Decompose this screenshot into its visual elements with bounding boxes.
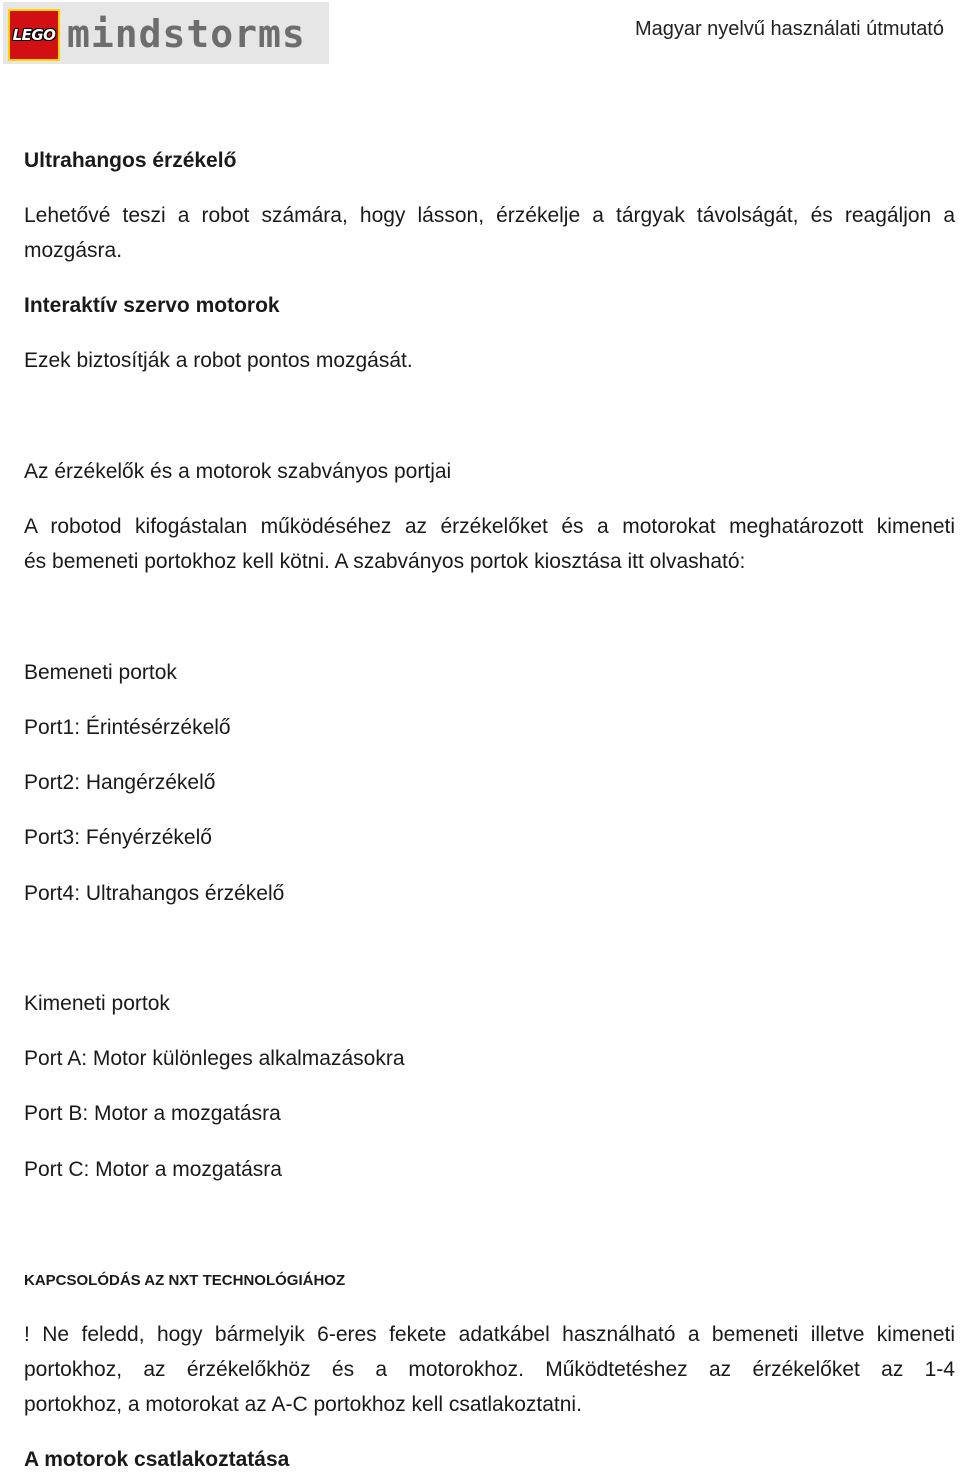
paragraph-line: ! Ne feledd, hogy bármelyik 6-eres fekete adatkábel használható a bemeneti illetve kimeneti xyxy=(24,1323,955,1346)
document-title: Magyar nyelvű használati útmutató xyxy=(634,18,944,40)
list-item: Port B: Motor a mozgatásra xyxy=(24,1102,281,1125)
list-item: Port3: Fényérzékelő xyxy=(24,826,212,849)
list-item: Port4: Ultrahangos érzékelő xyxy=(24,882,285,905)
paragraph-line: mozgásra. xyxy=(24,239,123,262)
paragraph-line: portokhoz, a motorokat az A-C portokhoz kell csatlakoztatni. xyxy=(24,1393,582,1416)
list-item: Port1: Érintésérzékelő xyxy=(24,716,231,739)
paragraph-line: portokhoz, az érzékelőkhöz és a motorokhoz. Működtetéshez az érzékelőket az 1-4 xyxy=(24,1358,955,1381)
nxt-heading: KAPCSOLÓDÁS AZ NXT TECHNOLÓGIÁHOZ xyxy=(24,1272,346,1289)
paragraph-line: A robotod kifogástalan működéséhez az érzékelőket és a motorokat meghatározott kimeneti xyxy=(24,515,955,538)
ultrasonic-paragraph xyxy=(24,203,955,273)
input-ports-heading: Bemeneti portok xyxy=(24,661,177,684)
paragraph-line: Lehetővé teszi a robot számára, hogy lásson, érzékelje a tárgyak távolságát, és reagáljon a xyxy=(24,204,955,227)
ultrasonic-heading: Ultrahangos érzékelő xyxy=(24,149,237,172)
lego-logo-text: LEGO xyxy=(12,26,56,44)
ports-heading: Az érzékelők és a motorok szabványos portjai xyxy=(24,460,452,483)
brand-wordmark: mindstorms xyxy=(67,12,306,56)
output-ports-heading: Kimeneti portok xyxy=(24,992,170,1015)
lego-logo-icon xyxy=(8,9,60,61)
list-item: Port2: Hangérzékelő xyxy=(24,771,216,794)
paragraph-line: és bemeneti portokhoz kell kötni. A szabványos portok kiosztása itt olvasható: xyxy=(24,550,746,573)
mindstorms-logo xyxy=(3,2,329,64)
servo-heading: Interaktív szervo motorok xyxy=(24,294,280,317)
nxt-paragraph xyxy=(24,1322,955,1427)
ports-paragraph xyxy=(24,514,955,584)
list-item: Port A: Motor különleges alkalmazásokra xyxy=(24,1047,405,1070)
servo-text: Ezek biztosítják a robot pontos mozgását. xyxy=(24,349,413,372)
list-item: Port C: Motor a mozgatásra xyxy=(24,1158,282,1181)
motors-heading: A motorok csatlakoztatása xyxy=(24,1448,290,1471)
